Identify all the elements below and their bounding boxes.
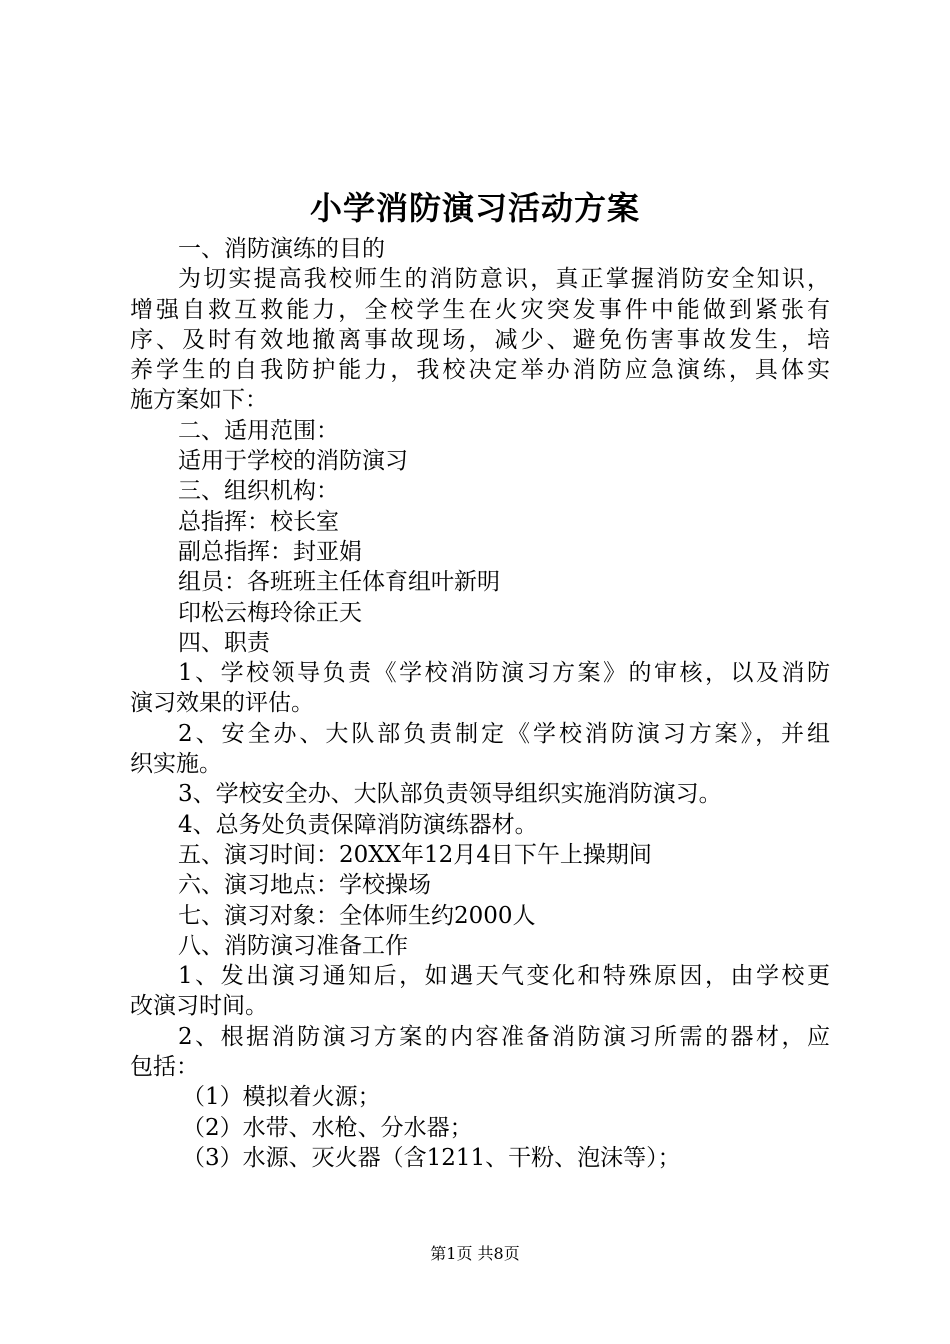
section-heading-location: 六、演习地点：学校操场 xyxy=(178,872,431,899)
paragraph-line: 包括： xyxy=(130,1054,199,1081)
document-title: 小学消防演习活动方案 xyxy=(309,189,640,227)
paragraph-line: 1、学校领导负责《学校消防演习方案》的审核，以及消防 xyxy=(178,660,830,687)
paragraph-line: 组员：各班班主任体育组叶新明 xyxy=(178,569,500,596)
page-number-footer: 第1页 共8页 xyxy=(430,1244,520,1263)
section-heading-scope: 二、适用范围： xyxy=(178,417,339,444)
list-item: （1）模拟着火源； xyxy=(182,1084,381,1111)
paragraph-line: 改演习时间。 xyxy=(130,993,268,1020)
paragraph-line: 为切实提高我校师生的消防意识，真正掌握消防安全知识， xyxy=(178,266,830,293)
paragraph-line: 4、总务处负责保障消防演练器材。 xyxy=(178,811,538,838)
paragraph-line: 副总指挥：封亚娟 xyxy=(178,538,362,565)
paragraph-line: 2、安全办、大队部负责制定《学校消防演习方案》，并组 xyxy=(178,720,830,747)
section-heading-participants: 七、演习对象：全体师生约2000人 xyxy=(178,902,536,929)
section-heading-time: 五、演习时间：20XX年12月4日下午上操期间 xyxy=(178,841,652,868)
paragraph-line: 2、根据消防演习方案的内容准备消防演习所需的器材，应 xyxy=(178,1023,830,1050)
document-body xyxy=(130,234,830,1173)
list-item: （3）水源、灭火器（含1211、干粉、泡沫等）； xyxy=(182,1144,681,1171)
section-heading-duties: 四、职责 xyxy=(178,629,270,656)
paragraph-line: 总指挥：校长室 xyxy=(178,508,339,535)
paragraph-line: 3、学校安全办、大队部负责领导组织实施消防演习。 xyxy=(178,781,722,808)
paragraph-line: 印松云梅玲徐正天 xyxy=(178,599,362,626)
paragraph-line: 养学生的自我防护能力，我校决定举办消防应急演练，具体实 xyxy=(130,357,830,384)
list-item: （2）水带、水枪、分水器； xyxy=(182,1114,473,1141)
section-heading-purpose: 一、消防演练的目的 xyxy=(178,236,385,262)
paragraph-line: 1、发出演习通知后，如遇天气变化和特殊原因，由学校更 xyxy=(178,963,830,990)
paragraph-line: 序、及时有效地撤离事故现场，减少、避免伤害事故发生，培 xyxy=(130,326,830,353)
paragraph-line: 演习效果的评估。 xyxy=(130,690,314,717)
paragraph-line: 适用于学校的消防演习 xyxy=(178,448,408,475)
paragraph-line: 织实施。 xyxy=(130,751,222,778)
section-heading-preparation: 八、消防演习准备工作 xyxy=(178,932,408,959)
paragraph-line: 增强自救互救能力，全校学生在火灾突发事件中能做到紧张有 xyxy=(130,296,830,323)
section-heading-organization: 三、组织机构： xyxy=(178,478,339,505)
paragraph-line: 施方案如下： xyxy=(130,387,268,414)
